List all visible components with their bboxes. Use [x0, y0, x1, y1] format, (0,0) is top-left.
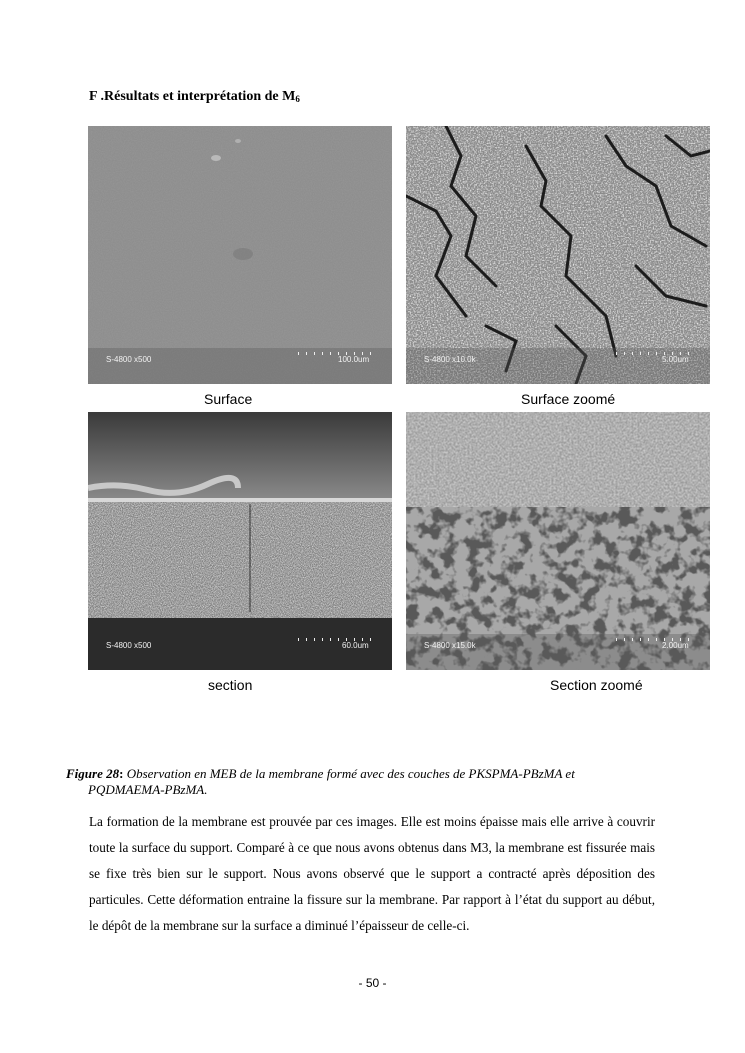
magnification-label: S-4800 x10.0k	[424, 355, 476, 364]
image-caption-section-zoomed: Section zoomé	[550, 677, 643, 693]
scale-label: 2.00um	[662, 641, 689, 650]
magnification-label: S-4800 x500	[106, 355, 152, 364]
sem-image-surface-zoomed	[406, 126, 710, 384]
scale-label: 5.00um	[662, 355, 689, 364]
image-caption-surface: Surface	[204, 391, 253, 407]
sem-image-section	[88, 412, 392, 670]
sem-image-surface	[88, 126, 392, 384]
figure-label: Figure 28	[66, 766, 120, 781]
scale-label: 60.0um	[342, 641, 369, 650]
body-paragraph: La formation de la membrane est prouvée par ces images. Elle est moins épaisse mais elle arrive à couvrir toute la surface du support. Comparé à ce que nous avons obtenus dans M3, la membrane est fissurée mais se fixe très bien sur le support. Nous avons observé que le support a contracté après déposition des particules. Cette déformation entraine la fissure sur la membrane. Par rapport à l’état du support au début, le dépôt de la membrane sur la surface a diminué l’épaisseur de celle-ci.	[89, 814, 655, 933]
section-heading: F .Résultats et interprétation de $M_6$	[89, 89, 300, 104]
image-caption-section: section	[208, 677, 253, 693]
sem-image-section-zoomed	[406, 412, 710, 670]
figure-caption: Figure 28: Observation en MEB de la membrane formé avec des couches de PKSPMA-PBzMA et PQDMAEMA-PBzMA.	[66, 766, 575, 797]
image-caption-surface-zoomed: Surface zoomé	[521, 391, 616, 407]
page-number: - 50 -	[358, 976, 387, 990]
magnification-label: S-4800 x500	[106, 641, 152, 650]
magnification-label: S-4800 x15.0k	[424, 641, 476, 650]
scale-label: 100.0um	[338, 355, 370, 364]
